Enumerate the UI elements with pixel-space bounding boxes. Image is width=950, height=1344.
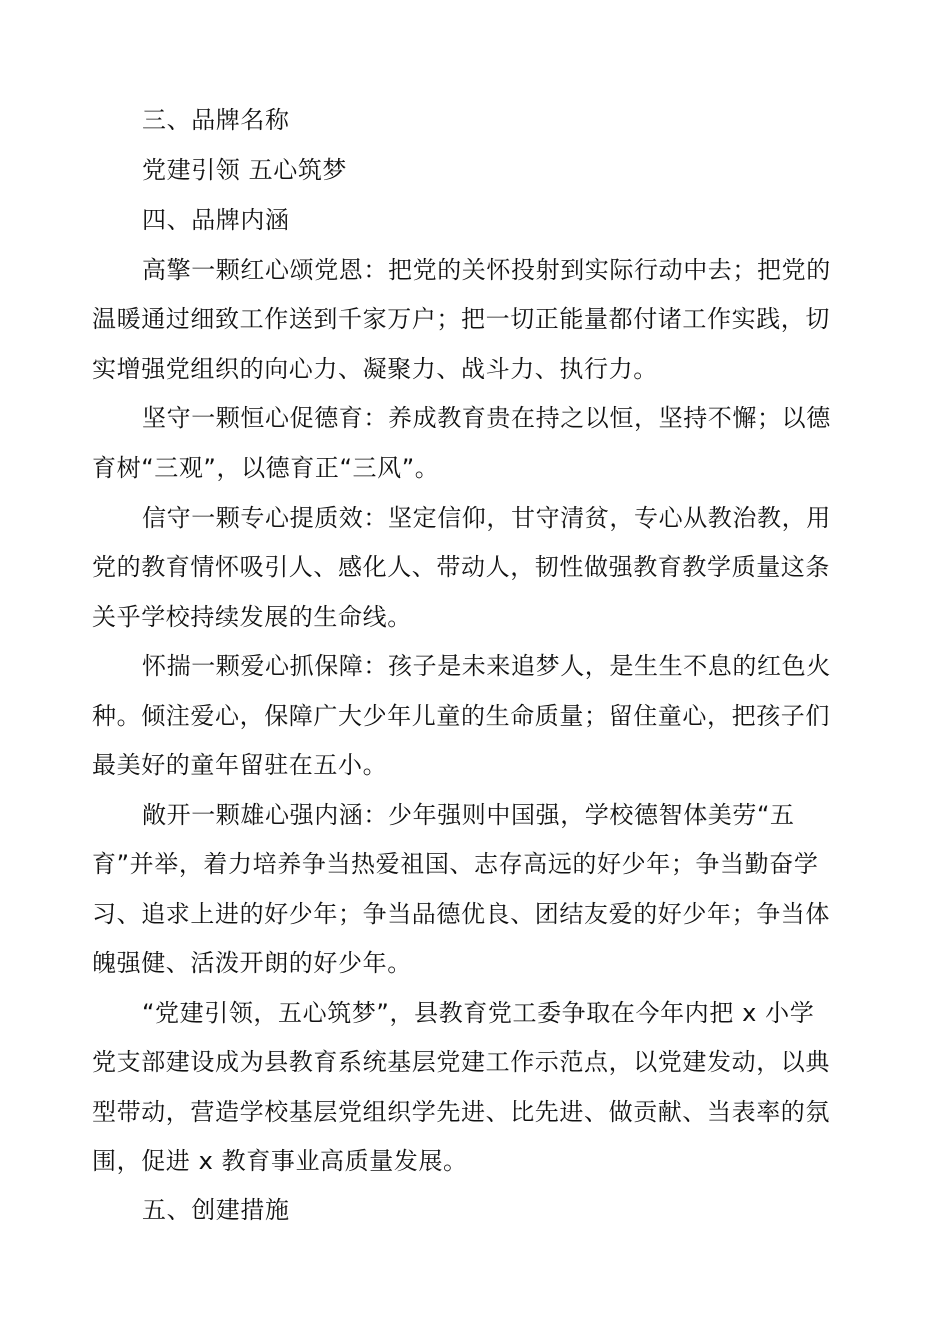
paragraph-line: 高擎一颗红心颂党恩：把党的关怀投射到实际行动中去；把党的: [142, 256, 831, 284]
paragraph-line: 最美好的童年留驻在五小。: [92, 751, 388, 779]
paragraph-line: 怀揣一颗爱心抓保障：孩子是未来追梦人，是生生不息的红色火: [142, 652, 831, 680]
section-heading-measures: 五、创建措施: [142, 1196, 290, 1224]
paragraph-line: “党建引领，五心筑梦”，县教育党工委争取在今年内把 x 小学: [142, 999, 815, 1027]
paragraph-line: 习、追求上进的好少年；争当品德优良、团结友爱的好少年；争当体: [92, 900, 830, 928]
paragraph-line: 党支部建设成为县教育系统基层党建工作示范点，以党建发动，以典: [92, 1048, 830, 1076]
paragraph-line: 育”并举，着力培养争当热爱祖国、志存高远的好少年；争当勤奋学: [92, 850, 819, 878]
paragraph-line: 实增强党组织的向心力、凝聚力、战斗力、执行力。: [92, 355, 658, 383]
brand-name-text: 党建引领 五心筑梦: [142, 156, 348, 184]
paragraph-line: 温暖通过细致工作送到千家万户；把一切正能量都付诸工作实践，切: [92, 305, 830, 333]
section-heading-brand-name: 三、品牌名称: [142, 106, 290, 134]
paragraph-line: 围，促进 x 教育事业高质量发展。: [92, 1147, 468, 1175]
paragraph-line: 种。倾注爱心，保障广大少年儿童的生命质量；留住童心，把孩子们: [92, 702, 830, 730]
paragraph-line: 信守一颗专心提质效：坚定信仰，甘守清贫，专心从教治教，用: [142, 504, 831, 532]
paragraph-line: 关乎学校持续发展的生命线。: [92, 603, 412, 631]
section-heading-brand-meaning: 四、品牌内涵: [142, 206, 290, 234]
paragraph-line: 敞开一颗雄心强内涵：少年强则中国强，学校德智体美劳“五: [142, 801, 795, 829]
paragraph-line: 魄强健、活泼开朗的好少年。: [92, 949, 412, 977]
paragraph-line: 党的教育情怀吸引人、感化人、带动人，韧性做强教育教学质量这条: [92, 553, 830, 581]
paragraph-line: 坚守一颗恒心促德育：养成教育贵在持之以恒，坚持不懈；以德: [142, 404, 831, 432]
paragraph-line: 育树“三观”，以德育正“三风”。: [92, 454, 440, 482]
paragraph-line: 型带动，营造学校基层党组织学先进、比先进、做贡献、当表率的氛: [92, 1098, 830, 1126]
